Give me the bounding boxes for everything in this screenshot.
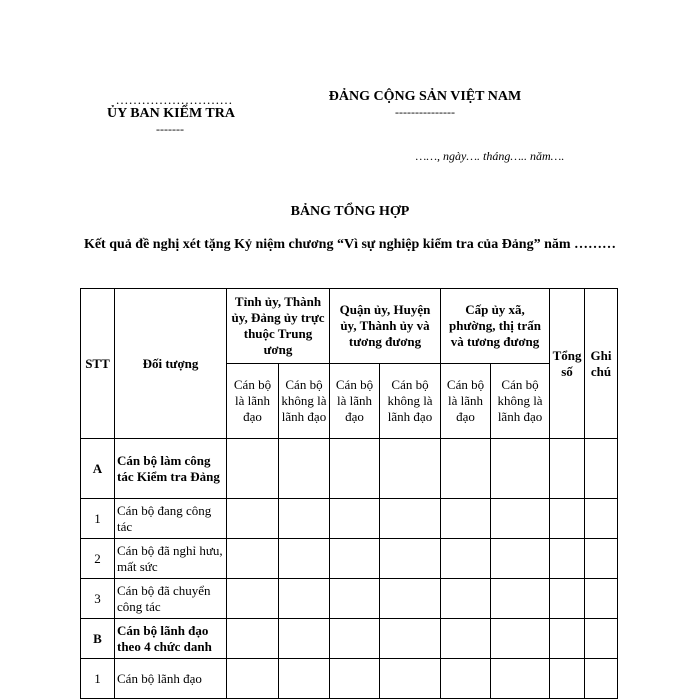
col-group-district: Quận ủy, Huyện ủy, Thành ủy và tương đương [330, 289, 441, 364]
document-subtitle: Kết quả đề nghị xét tặng Kỷ niệm chương “Vì sự nghiệp kiểm tra của Đảng” năm ……… [83, 237, 617, 252]
table-cell [491, 499, 550, 539]
col-stt: STT [81, 289, 115, 439]
issuing-committee: ỦY BAN KIỂM TRA [107, 106, 235, 121]
col-commune-leader: Cán bộ là lãnh đạo [441, 364, 491, 439]
table-cell [441, 619, 491, 659]
table-cell [279, 579, 330, 619]
table-cell [491, 579, 550, 619]
row-stt: 2 [81, 539, 115, 579]
table-cell [279, 499, 330, 539]
left-divider: ------- [156, 122, 184, 136]
party-name: ĐẢNG CỘNG SẢN VIỆT NAM [328, 89, 522, 104]
row-label: Cán bộ đã nghỉ hưu, mất sức [115, 539, 227, 579]
table-cell [380, 439, 441, 499]
document-title: BẢNG TỔNG HỢP [290, 204, 410, 219]
col-group-commune: Cấp ủy xã, phường, thị trấn và tương đương [441, 289, 550, 364]
table-cell [491, 539, 550, 579]
table-cell [330, 439, 380, 499]
table-cell [227, 619, 279, 659]
table-cell [330, 659, 380, 699]
table-cell [550, 439, 585, 499]
table-cell [380, 579, 441, 619]
table-cell [585, 539, 618, 579]
table-row [81, 619, 618, 659]
table-cell [441, 659, 491, 699]
table-cell [550, 619, 585, 659]
col-commune-nonleader: Cán bộ không là lãnh đạo [491, 364, 550, 439]
table-cell [491, 619, 550, 659]
table-cell [550, 499, 585, 539]
right-divider: --------------- [395, 105, 455, 119]
col-note: Ghi chú [585, 289, 618, 439]
row-stt: 1 [81, 659, 115, 699]
table-row [81, 579, 618, 619]
table-cell [330, 579, 380, 619]
col-total: Tổng số [550, 289, 585, 439]
row-label: Cán bộ lãnh đạo theo 4 chức danh [115, 619, 227, 659]
table-cell [441, 579, 491, 619]
col-district-nonleader: Cán bộ không là lãnh đạo [380, 364, 441, 439]
org-name-placeholder: ……………………… [115, 92, 233, 107]
table-cell [491, 439, 550, 499]
table-cell [585, 619, 618, 659]
col-group-province: Tỉnh ủy, Thành ủy, Đảng ủy trực thuộc Trung ương [227, 289, 330, 364]
table-cell [380, 619, 441, 659]
table-cell [441, 499, 491, 539]
row-stt: 3 [81, 579, 115, 619]
table-cell [441, 439, 491, 499]
table-cell [227, 499, 279, 539]
table-cell [491, 659, 550, 699]
summary-table [80, 288, 618, 699]
col-object: Đối tượng [115, 289, 227, 439]
header-row [81, 289, 618, 364]
table-cell [227, 539, 279, 579]
col-province-leader: Cán bộ là lãnh đạo [227, 364, 279, 439]
table-cell [550, 579, 585, 619]
table-cell [227, 579, 279, 619]
table-cell [441, 539, 491, 579]
row-stt: 1 [81, 499, 115, 539]
table-cell [585, 439, 618, 499]
table-cell [585, 659, 618, 699]
table-row [81, 659, 618, 699]
table-cell [550, 659, 585, 699]
table-cell [227, 659, 279, 699]
table-row [81, 499, 618, 539]
row-stt: B [81, 619, 115, 659]
table-cell [380, 499, 441, 539]
row-label: Cán bộ làm công tác Kiểm tra Đảng [115, 439, 227, 499]
table-row [81, 439, 618, 499]
row-stt: A [81, 439, 115, 499]
table-cell [279, 659, 330, 699]
table-cell [279, 539, 330, 579]
table-cell [585, 499, 618, 539]
row-label: Cán bộ đã chuyển công tác [115, 579, 227, 619]
table-cell [330, 539, 380, 579]
table-cell [550, 539, 585, 579]
table-cell [330, 499, 380, 539]
table-cell [380, 539, 441, 579]
date-line: ……, ngày…. tháng….. năm…. [415, 149, 565, 163]
table-cell [380, 659, 441, 699]
table-row [81, 539, 618, 579]
table-cell [227, 439, 279, 499]
col-province-nonleader: Cán bộ không là lãnh đạo [279, 364, 330, 439]
col-district-leader: Cán bộ là lãnh đạo [330, 364, 380, 439]
table-cell [330, 619, 380, 659]
table-cell [279, 439, 330, 499]
table-cell [279, 619, 330, 659]
row-label: Cán bộ lãnh đạo [115, 659, 227, 699]
table-cell [585, 579, 618, 619]
row-label: Cán bộ đang công tác [115, 499, 227, 539]
